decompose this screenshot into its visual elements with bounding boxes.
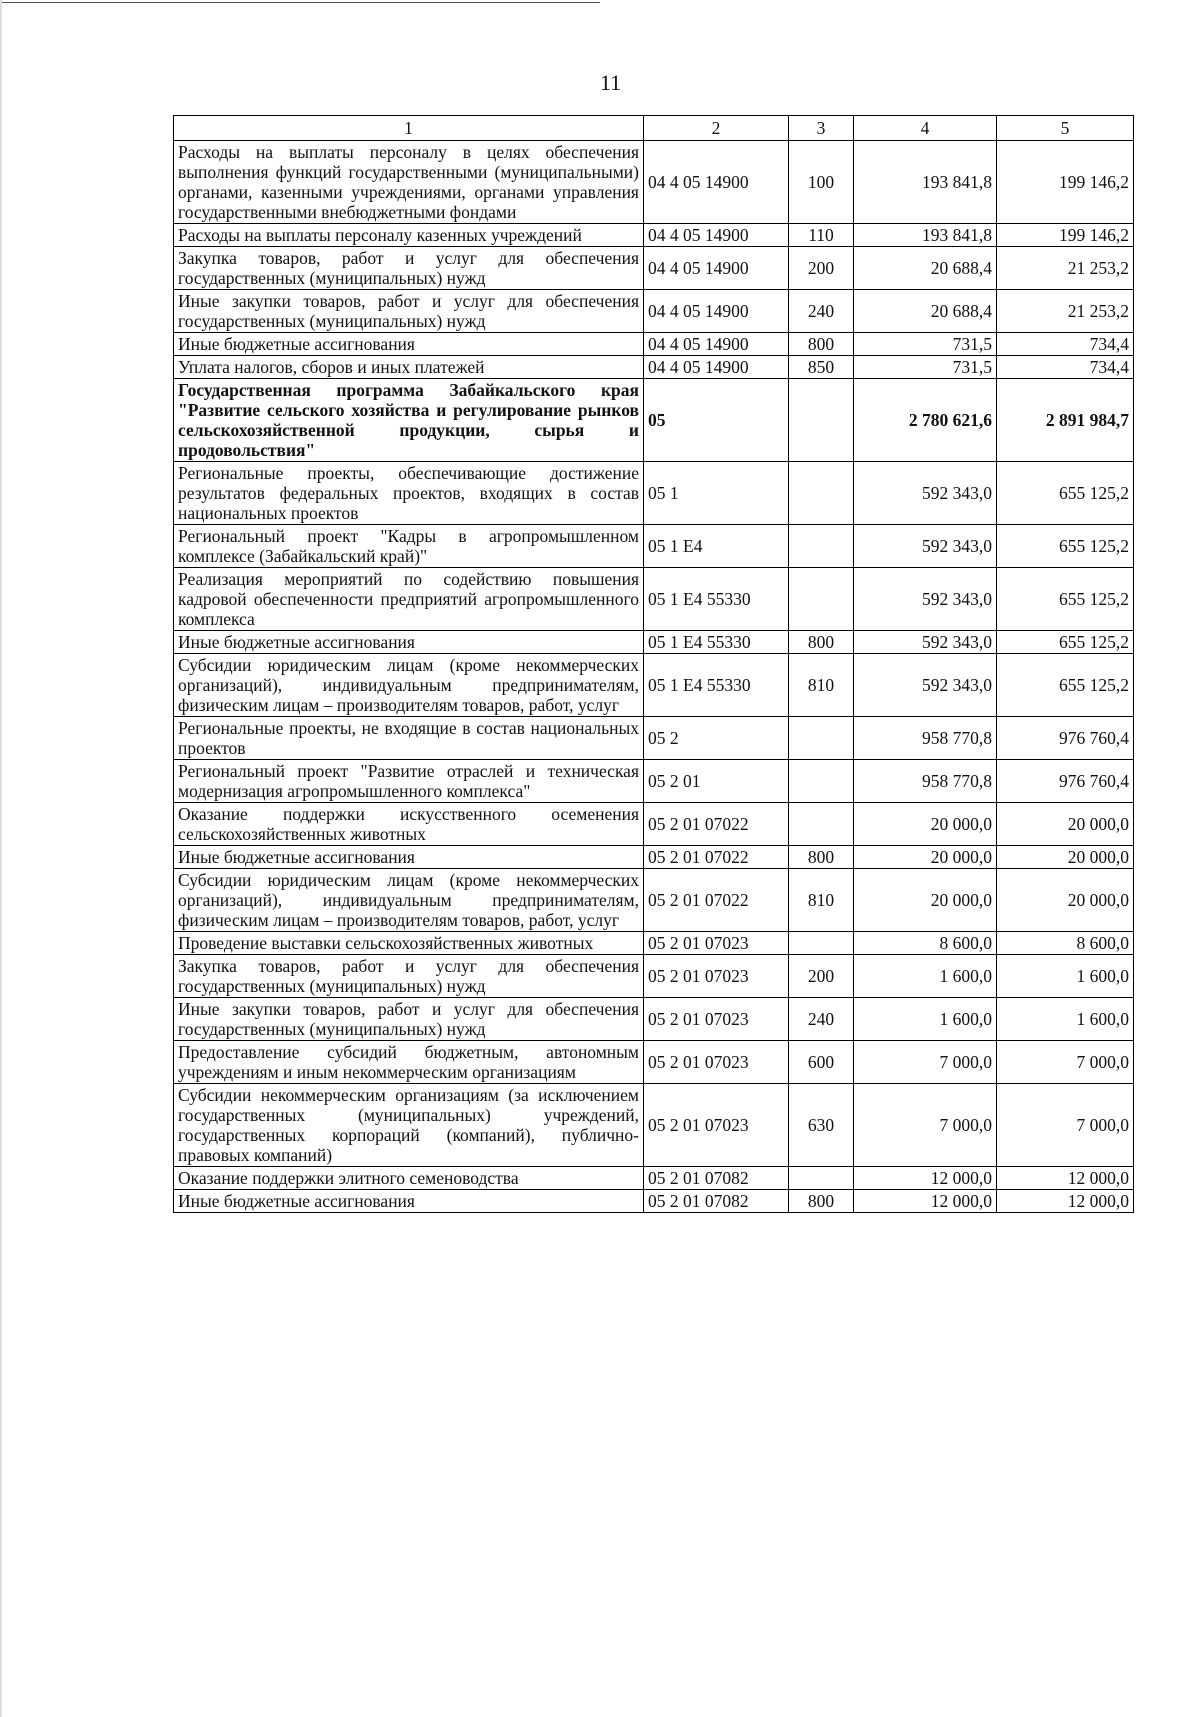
row-code: 04 4 05 14900 bbox=[644, 247, 789, 290]
row-name: Оказание поддержки элитного семеноводства bbox=[174, 1167, 644, 1190]
row-code: 04 4 05 14900 bbox=[644, 141, 789, 224]
row-kvr: 800 bbox=[789, 631, 854, 654]
table-row bbox=[174, 568, 1134, 631]
row-value-year1: 592 343,0 bbox=[854, 462, 997, 525]
scan-edge-line bbox=[0, 2, 600, 3]
row-code: 05 1 Е4 55330 bbox=[644, 631, 789, 654]
row-name: Закупка товаров, работ и услуг для обеспечения государственных (муниципальных) нужд bbox=[174, 247, 644, 290]
row-value-year2: 655 125,2 bbox=[997, 462, 1134, 525]
row-kvr bbox=[789, 525, 854, 568]
row-value-year1: 731,5 bbox=[854, 333, 997, 356]
row-value-year1: 1 600,0 bbox=[854, 955, 997, 998]
page-number: 11 bbox=[600, 70, 622, 95]
header-col-2: 2 bbox=[644, 116, 789, 141]
row-value-year1: 958 770,8 bbox=[854, 717, 997, 760]
row-code: 05 2 01 07023 bbox=[644, 1041, 789, 1084]
table-row bbox=[174, 247, 1134, 290]
row-code: 05 2 01 07023 bbox=[644, 1084, 789, 1167]
row-kvr: 240 bbox=[789, 998, 854, 1041]
row-value-year2: 976 760,4 bbox=[997, 760, 1134, 803]
row-code: 05 bbox=[644, 379, 789, 462]
row-name: Уплата налогов, сборов и иных платежей bbox=[174, 356, 644, 379]
row-value-year1: 7 000,0 bbox=[854, 1084, 997, 1167]
table-header-row bbox=[174, 116, 1134, 141]
row-value-year1: 20 000,0 bbox=[854, 869, 997, 932]
row-value-year1: 731,5 bbox=[854, 356, 997, 379]
table-row bbox=[174, 955, 1134, 998]
row-value-year2: 655 125,2 bbox=[997, 654, 1134, 717]
row-value-year2: 8 600,0 bbox=[997, 932, 1134, 955]
row-kvr bbox=[789, 803, 854, 846]
row-name: Иные закупки товаров, работ и услуг для обеспечения государственных (муниципальных) нужд bbox=[174, 290, 644, 333]
row-name: Государственная программа Забайкальского края "Развитие сельского хозяйства и регулирование рынков сельскохозяйственной продукции, сырья и продовольствия" bbox=[174, 379, 644, 462]
row-name: Расходы на выплаты персоналу в целях обеспечения выполнения функций государственными (муниципальными) органами, казенными учреждениями, органами управления государственными внебюджетными фондами bbox=[174, 141, 644, 224]
table-row bbox=[174, 333, 1134, 356]
header-col-1: 1 bbox=[174, 116, 644, 141]
row-code: 05 2 01 07082 bbox=[644, 1190, 789, 1213]
row-code: 05 2 01 07023 bbox=[644, 932, 789, 955]
table-row bbox=[174, 1041, 1134, 1084]
row-value-year2: 655 125,2 bbox=[997, 525, 1134, 568]
table-row bbox=[174, 717, 1134, 760]
row-code: 05 1 Е4 55330 bbox=[644, 568, 789, 631]
table-row bbox=[174, 631, 1134, 654]
row-name: Проведение выставки сельскохозяйственных животных bbox=[174, 932, 644, 955]
row-name: Предоставление субсидий бюджетным, автономным учреждениям и иным некоммерческим организациям bbox=[174, 1041, 644, 1084]
row-value-year2: 7 000,0 bbox=[997, 1041, 1134, 1084]
table-row bbox=[174, 1190, 1134, 1213]
row-value-year2: 1 600,0 bbox=[997, 955, 1134, 998]
row-code: 05 2 bbox=[644, 717, 789, 760]
table-row bbox=[174, 869, 1134, 932]
row-code: 05 2 01 07023 bbox=[644, 955, 789, 998]
row-value-year1: 1 600,0 bbox=[854, 998, 997, 1041]
row-value-year2: 12 000,0 bbox=[997, 1167, 1134, 1190]
row-kvr bbox=[789, 932, 854, 955]
row-kvr: 850 bbox=[789, 356, 854, 379]
row-value-year2: 21 253,2 bbox=[997, 247, 1134, 290]
row-code: 05 2 01 bbox=[644, 760, 789, 803]
row-value-year1: 7 000,0 bbox=[854, 1041, 997, 1084]
row-value-year1: 592 343,0 bbox=[854, 631, 997, 654]
row-value-year1: 592 343,0 bbox=[854, 654, 997, 717]
row-kvr: 810 bbox=[789, 869, 854, 932]
row-kvr: 800 bbox=[789, 333, 854, 356]
row-value-year1: 193 841,8 bbox=[854, 141, 997, 224]
scan-left-shadow bbox=[0, 0, 2, 1717]
row-kvr bbox=[789, 760, 854, 803]
row-kvr: 810 bbox=[789, 654, 854, 717]
row-name: Субсидии некоммерческим организациям (за исключением государственных (муниципальных) учреждений, государственных корпораций (компаний), публично-правовых компаний) bbox=[174, 1084, 644, 1167]
row-kvr bbox=[789, 1167, 854, 1190]
row-code: 05 2 01 07022 bbox=[644, 869, 789, 932]
row-kvr bbox=[789, 568, 854, 631]
table-row bbox=[174, 998, 1134, 1041]
row-code: 05 1 Е4 bbox=[644, 525, 789, 568]
row-code: 05 2 01 07082 bbox=[644, 1167, 789, 1190]
row-name: Оказание поддержки искусственного осеменения сельскохозяйственных животных bbox=[174, 803, 644, 846]
row-name: Закупка товаров, работ и услуг для обеспечения государственных (муниципальных) нужд bbox=[174, 955, 644, 998]
row-value-year2: 20 000,0 bbox=[997, 869, 1134, 932]
header-col-5: 5 bbox=[997, 116, 1134, 141]
table-row bbox=[174, 846, 1134, 869]
row-value-year2: 734,4 bbox=[997, 333, 1134, 356]
table-row bbox=[174, 356, 1134, 379]
header-col-3: 3 bbox=[789, 116, 854, 141]
row-value-year2: 7 000,0 bbox=[997, 1084, 1134, 1167]
row-code: 04 4 05 14900 bbox=[644, 356, 789, 379]
row-kvr bbox=[789, 717, 854, 760]
row-value-year1: 958 770,8 bbox=[854, 760, 997, 803]
row-code: 05 2 01 07022 bbox=[644, 803, 789, 846]
row-kvr: 800 bbox=[789, 846, 854, 869]
row-name: Региональные проекты, обеспечивающие достижение результатов федеральных проектов, входящих в состав национальных проектов bbox=[174, 462, 644, 525]
row-name: Субсидии юридическим лицам (кроме некоммерческих организаций), индивидуальным предпринимателям, физическим лицам – производителям товаров, работ, услуг bbox=[174, 654, 644, 717]
row-kvr bbox=[789, 379, 854, 462]
row-value-year2: 20 000,0 bbox=[997, 803, 1134, 846]
row-name: Иные бюджетные ассигнования bbox=[174, 631, 644, 654]
table-row-program bbox=[174, 379, 1134, 462]
row-value-year2: 199 146,2 bbox=[997, 224, 1134, 247]
row-name: Иные бюджетные ассигнования bbox=[174, 333, 644, 356]
table-row bbox=[174, 290, 1134, 333]
table-row bbox=[174, 1167, 1134, 1190]
row-kvr bbox=[789, 462, 854, 525]
row-name: Субсидии юридическим лицам (кроме некоммерческих организаций), индивидуальным предпринимателям, физическим лицам – производителям товаров, работ, услуг bbox=[174, 869, 644, 932]
row-code: 04 4 05 14900 bbox=[644, 224, 789, 247]
row-name: Расходы на выплаты персоналу казенных учреждений bbox=[174, 224, 644, 247]
row-value-year2: 655 125,2 bbox=[997, 631, 1134, 654]
row-name: Региональный проект "Развитие отраслей и техническая модернизация агропромышленного комплекса" bbox=[174, 760, 644, 803]
header-col-4: 4 bbox=[854, 116, 997, 141]
row-value-year2: 655 125,2 bbox=[997, 568, 1134, 631]
table-row bbox=[174, 760, 1134, 803]
table-row bbox=[174, 654, 1134, 717]
row-value-year2: 20 000,0 bbox=[997, 846, 1134, 869]
row-value-year1: 20 688,4 bbox=[854, 290, 997, 333]
row-value-year1: 20 000,0 bbox=[854, 846, 997, 869]
row-value-year1: 8 600,0 bbox=[854, 932, 997, 955]
row-code: 05 2 01 07023 bbox=[644, 998, 789, 1041]
table-row bbox=[174, 462, 1134, 525]
row-name: Реализация мероприятий по содействию повышения кадровой обеспеченности предприятий агропромышленного комплекса bbox=[174, 568, 644, 631]
row-kvr: 200 bbox=[789, 247, 854, 290]
row-name: Региональный проект "Кадры в агропромышленном комплексе (Забайкальский край)" bbox=[174, 525, 644, 568]
row-value-year2: 1 600,0 bbox=[997, 998, 1134, 1041]
row-name: Иные бюджетные ассигнования bbox=[174, 846, 644, 869]
row-code: 05 1 Е4 55330 bbox=[644, 654, 789, 717]
row-value-year1: 193 841,8 bbox=[854, 224, 997, 247]
table-row bbox=[174, 525, 1134, 568]
row-value-year1: 20 000,0 bbox=[854, 803, 997, 846]
row-code: 05 2 01 07022 bbox=[644, 846, 789, 869]
row-value-year1: 2 780 621,6 bbox=[854, 379, 997, 462]
row-kvr: 240 bbox=[789, 290, 854, 333]
row-value-year2: 976 760,4 bbox=[997, 717, 1134, 760]
table-row bbox=[174, 1084, 1134, 1167]
row-name: Иные закупки товаров, работ и услуг для обеспечения государственных (муниципальных) нужд bbox=[174, 998, 644, 1041]
row-name: Иные бюджетные ассигнования bbox=[174, 1190, 644, 1213]
row-value-year1: 12 000,0 bbox=[854, 1190, 997, 1213]
row-value-year2: 12 000,0 bbox=[997, 1190, 1134, 1213]
row-code: 04 4 05 14900 bbox=[644, 333, 789, 356]
row-code: 04 4 05 14900 bbox=[644, 290, 789, 333]
row-value-year1: 592 343,0 bbox=[854, 568, 997, 631]
table-row bbox=[174, 141, 1134, 224]
table-row bbox=[174, 932, 1134, 955]
row-value-year2: 734,4 bbox=[997, 356, 1134, 379]
row-name: Региональные проекты, не входящие в состав национальных проектов bbox=[174, 717, 644, 760]
row-value-year1: 12 000,0 bbox=[854, 1167, 997, 1190]
row-kvr: 800 bbox=[789, 1190, 854, 1213]
row-kvr: 630 bbox=[789, 1084, 854, 1167]
row-value-year1: 20 688,4 bbox=[854, 247, 997, 290]
row-kvr: 100 bbox=[789, 141, 854, 224]
row-value-year2: 2 891 984,7 bbox=[997, 379, 1134, 462]
row-value-year2: 199 146,2 bbox=[997, 141, 1134, 224]
budget-table bbox=[173, 115, 1134, 1213]
row-value-year1: 592 343,0 bbox=[854, 525, 997, 568]
table-row bbox=[174, 224, 1134, 247]
row-kvr: 600 bbox=[789, 1041, 854, 1084]
row-code: 05 1 bbox=[644, 462, 789, 525]
row-kvr: 200 bbox=[789, 955, 854, 998]
row-kvr: 110 bbox=[789, 224, 854, 247]
row-value-year2: 21 253,2 bbox=[997, 290, 1134, 333]
table-row bbox=[174, 803, 1134, 846]
